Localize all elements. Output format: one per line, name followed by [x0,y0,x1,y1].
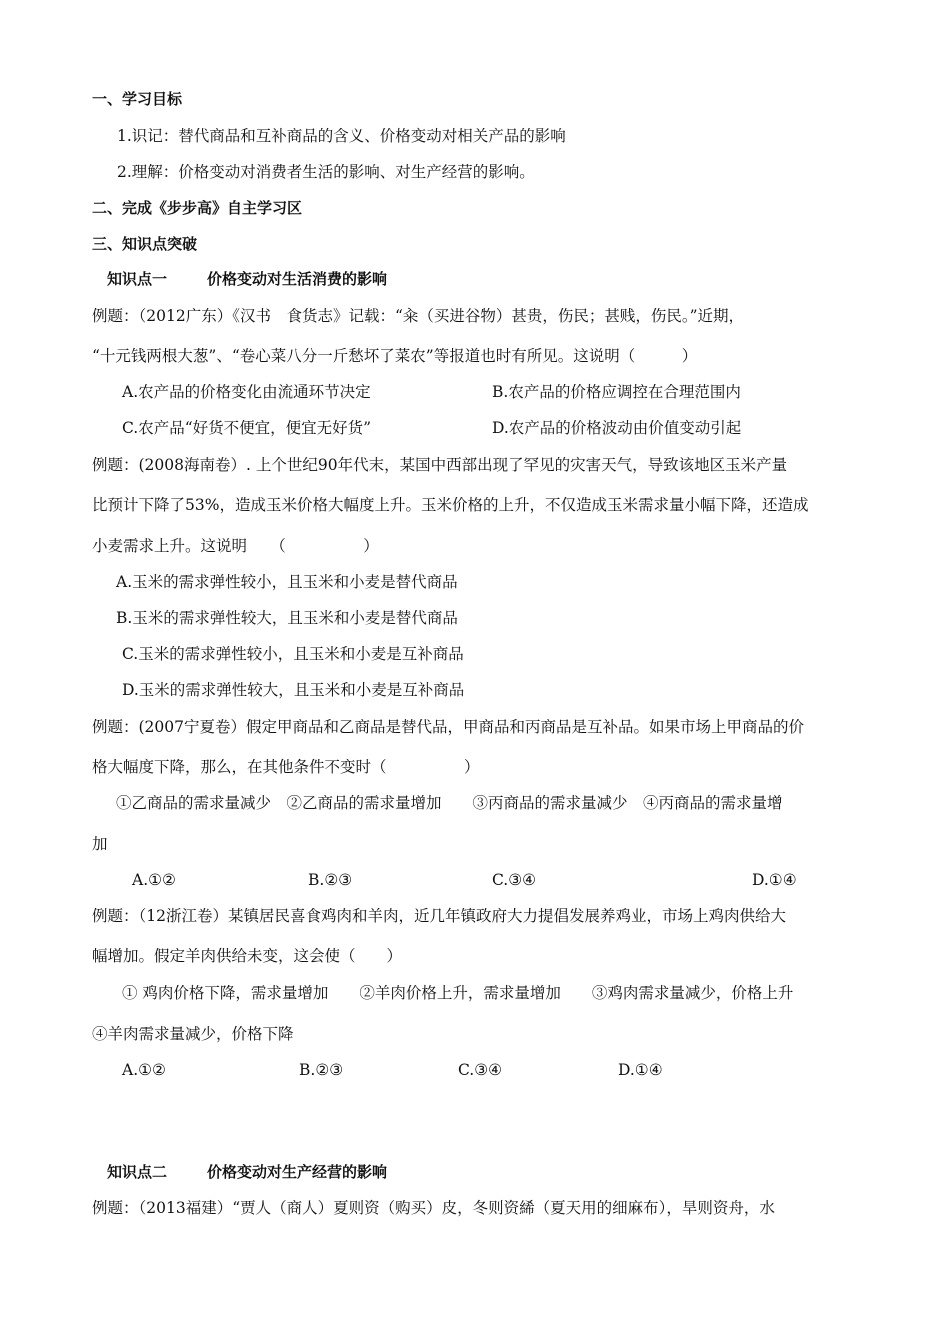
example-2-line-2: 比预计下降了53%，造成玉米价格大幅度上升。玉米价格的上升，不仅造成玉米需求量小幅下降，还造成 [92,496,809,514]
example-4-option-a: A.①② [122,1061,166,1079]
example-4-line-3: ① 鸡肉价格下降，需求量增加 ②羊肉价格上升，需求量增加 ③鸡肉需求量减少，价格上升 [122,984,794,1002]
objective-item-2: 2.理解：价格变动对消费者生活的影响、对生产经营的影响。 [117,163,535,181]
example-3-line-3: ①乙商品的需求量减少 ②乙商品的需求量增加 ③丙商品的需求量减少 ④丙商品的需求量增 [116,794,783,812]
knowledge-point-2-title: 价格变动对生产经营的影响 [207,1163,388,1181]
example-2-option-a: A.玉米的需求弹性较小，且玉米和小麦是替代商品 [116,573,458,591]
knowledge-point-2-label: 知识点二 [107,1163,168,1181]
example-1-line-1: 例题：（2012广东）《汉书 食货志》记载：“籴（买进谷物）甚贵，伤民；甚贱，伤民。”近期， [92,307,745,325]
example-2-option-d: D.玉米的需求弹性较大，且玉米和小麦是互补商品 [122,681,465,699]
example-2-option-c: C.玉米的需求弹性较小，且玉米和小麦是互补商品 [122,645,464,663]
section-3-heading: 三、知识点突破 [92,235,198,253]
example-3-option-c: C.③④ [492,871,537,889]
example-2-line-1: 例题：(2008海南卷）. 上个世纪90年代末，某国中西部出现了罕见的灾害天气，导致该地区玉米产量 [92,456,788,474]
example-4-option-d: D.①④ [618,1061,663,1079]
example-5-line-1: 例题：（2013福建）“贾人（商人）夏则资（购买）皮，冬则资絺（夏天用的细麻布），旱则资舟，水 [92,1199,775,1217]
knowledge-point-2-heading [107,1162,387,1182]
example-4-option-c: C.③④ [458,1061,503,1079]
example-1-line-2: “十元钱两根大葱”、“卷心菜八分一斤愁坏了菜农”等报道也时有所见。这说明（ ） [92,347,698,365]
example-4-line-4: ④羊肉需求量减少，价格下降 [92,1025,294,1043]
example-4-option-b: B.②③ [299,1061,344,1079]
section-2-heading: 二、完成《步步高》自主学习区 [92,199,303,217]
example-4-line-1: 例题：（12浙江卷）某镇居民喜食鸡肉和羊肉，近几年镇政府大力提倡发展养鸡业，市场上鸡肉供给大 [92,907,786,925]
example-3-line-4: 加 [92,835,108,853]
example-3-option-a: A.①② [132,871,176,889]
knowledge-point-1-label: 知识点一 [107,270,168,288]
example-1-option-d: D.农产品的价格波动由价值变动引起 [492,419,742,437]
example-3-option-b: B.②③ [308,871,353,889]
example-2-line-3: 小麦需求上升。这说明 （ ） [92,537,379,555]
example-2-option-b: B.玉米的需求弹性较大，且玉米和小麦是替代商品 [116,609,458,627]
example-1-option-c: C.农产品“好货不便宜，便宜无好货” [122,419,372,437]
objective-item-1: 1.识记：替代商品和互补商品的含义、价格变动对相关产品的影响 [117,127,566,145]
example-3-line-2: 格大幅度下降，那么，在其他条件不变时（ ） [92,758,480,776]
knowledge-point-1-heading [107,269,387,289]
section-1-heading: 一、学习目标 [92,90,183,108]
example-1-option-b: B.农产品的价格应调控在合理范围内 [492,383,741,401]
example-3-option-d: D.①④ [752,871,797,889]
example-4-line-2: 幅增加。假定羊肉供给未变，这会使（ ） [92,947,403,965]
knowledge-point-1-title: 价格变动对生活消费的影响 [207,270,388,288]
example-3-line-1: 例题：(2007宁夏卷）假定甲商品和乙商品是替代品，甲商品和丙商品是互补品。如果市场上甲商品的价 [92,718,804,736]
example-1-option-a: A.农产品的价格变化由流通环节决定 [122,383,371,401]
